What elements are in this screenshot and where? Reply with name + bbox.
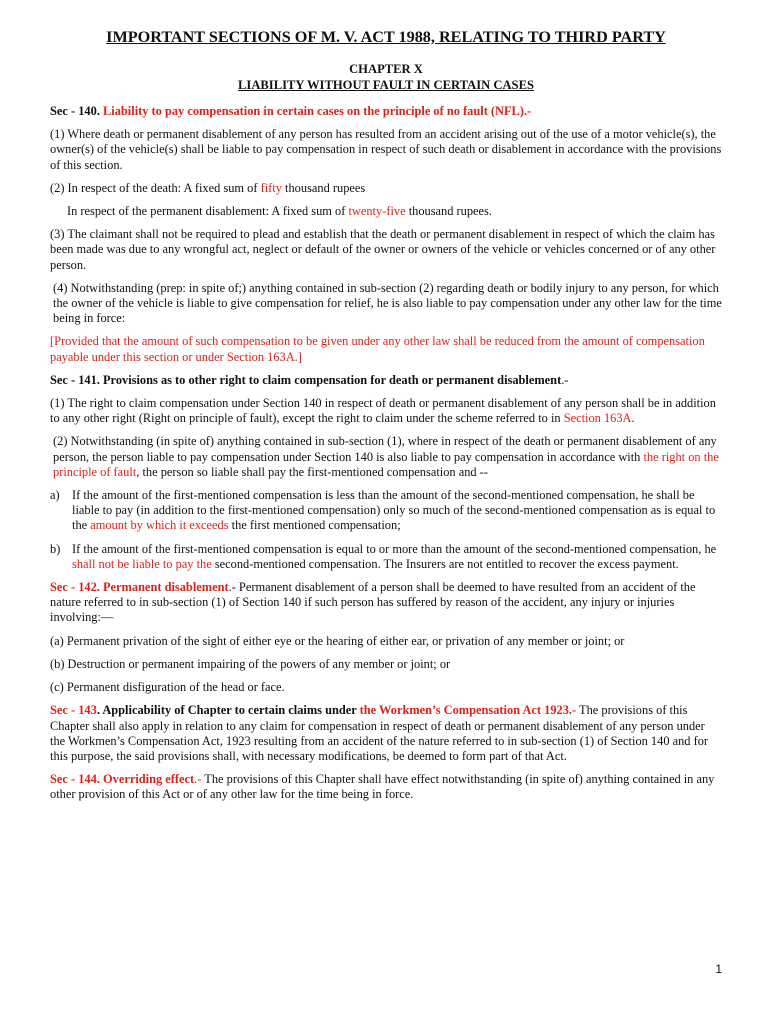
section-140-clause-1: (1) Where death or permanent disablement of any person has resulted from an accident arising out of the use of a motor vehicle(s), the owner(s) of the vehicle(s) shall be liable to pay compensation in respect of such death or disablement in accordance with the provisions of this section. [50, 127, 722, 172]
page-number: 1 [715, 962, 722, 976]
chapter-name: LIABILITY WITHOUT FAULT IN CERTAIN CASES [238, 78, 534, 92]
clause-text: If the amount of the first-mentioned compensation is equal to or more than the amount of the second-mentioned compensation, he [72, 541, 717, 556]
section-140-clause-2-disablement [50, 204, 722, 219]
clause-text: second-mentioned compensation. The Insurers are not entitled to recover the excess payment. [211, 556, 679, 571]
section-140-clause-2-death [50, 181, 722, 196]
section-141-clause-1 [50, 396, 722, 426]
section-141-heading [50, 373, 722, 388]
document-page [50, 28, 722, 811]
section-140-clause-3: (3) The claimant shall not be required to plead and establish that the death or permanent disablement in respect of which the claim has been made was due to any wrongful act, neglect or default of the owner or owners of the vehicle or vehicles concerned or of any other person. [50, 227, 716, 272]
section-142-item-c: (c) Permanent disfiguration of the head or face. [50, 680, 285, 695]
clause-text: thousand rupees [281, 180, 366, 195]
section-143 [50, 703, 722, 764]
item-text [72, 542, 722, 572]
item-marker: b) [50, 541, 61, 556]
item-marker: a) [50, 488, 60, 503]
section-163a-reference: Section 163A [563, 411, 632, 426]
section-143-body: The provisions of this Chapter shall also apply in relation to any claim for compensation in respect of death or permanent disablement of any person under the Workmen’s Compensation Act, 1923 resulting from an accident of the nature referred to in sub-section (1) of Section 140 and for this purpose, the said provisions shall, with necessary modifications, be deemed to form part of that Act. [50, 703, 709, 763]
clause-text: . [631, 411, 635, 426]
clause-text: (2) Notwithstanding (in spite of) anything contained in sub-section (1), where in respect of the death or permanent disablement of any person, the person liable to pay compensation under Section 140 is also liable to pay compensation in accordance with [53, 434, 717, 464]
section-140-title: Liability to pay compensation in certain cases on the principle of no fault (NFL).- [103, 104, 532, 118]
clause-text: (1) The right to claim compensation under Section 140 in respect of death or permanent disablement of any person shall be in addition to any other right (Right on principle of fault), except the right to claim under the scheme referred to in [50, 396, 716, 426]
amount-fifty: fifty [260, 180, 282, 195]
document-title: IMPORTANT SECTIONS OF M. V. ACT 1988, RELATING TO THIRD PARTY [106, 28, 666, 46]
heading-tail: .- [194, 772, 202, 787]
clause-text: the first mentioned compensation; [228, 518, 401, 533]
workmens-act-reference: the Workmen’s Compensation Act 1923.- [359, 703, 577, 718]
section-141-clause-2 [50, 434, 722, 480]
clause-text: (2) In respect of the death: A fixed sum of [50, 180, 261, 195]
section-141-item-b [50, 542, 722, 572]
principle-of-fault-phrase: the right on the principle of fault [53, 449, 719, 479]
section-140-proviso: [Provided that the amount of such compensation to be given under any other law shall be reduced from the amount of compensation payable under this section or under Section 163A.] [50, 334, 705, 364]
item-text [72, 488, 722, 534]
section-142-body: .- Permanent disablement of a person shall be deemed to have resulted from an accident of the nature referred to in sub-section (1) of Section 140 if such person has suffered by reason of the accident, any injury or injuries involving:— [50, 580, 696, 625]
section-140-clause-4: (4) Notwithstanding (prep: in spite of;) anything contained in sub-section (2) regarding death or bodily injury to any person, for which the owner of the vehicle is liable to give compensation for relief, he is also liable to pay compensation under any other law for the time being in force: [53, 280, 722, 326]
section-144-body: The provisions of this Chapter shall have effect notwithstanding (in spite of) anything contained in any other provision of this Act or of any other law for the time being in force. [50, 772, 715, 802]
clause-text: thousand rupees. [405, 204, 492, 219]
not-liable-phrase: shall not be liable to pay the [72, 556, 212, 571]
section-142-title: Sec - 142. Permanent disablement [50, 580, 229, 595]
clause-text: In respect of the permanent disablement: A fixed sum of [67, 204, 349, 219]
section-144 [50, 772, 722, 802]
clause-text: If the amount of the first-mentioned compensation is less than the amount of the second-mentioned compensation, he shall be liable to pay (in addition to the first-mentioned compensation) only so much of the second-mentioned compensation as is equal to the [72, 488, 716, 533]
section-140-heading [50, 104, 722, 119]
chapter-number: CHAPTER X [349, 62, 423, 76]
clause-text: , the person so liable shall pay the first-mentioned compensation and -- [136, 464, 488, 479]
section-141-title: Sec - 141. Provisions as to other right to claim compensation for death or permanent disablement [50, 372, 562, 387]
amount-twenty-five: twenty-five [348, 204, 406, 219]
section-140-number: Sec - 140. [50, 104, 100, 118]
section-142 [50, 580, 722, 626]
exceeds-phrase: amount by which it exceeds [90, 518, 229, 533]
section-143-number: Sec - 143 [50, 703, 97, 718]
heading-tail: .- [561, 372, 569, 387]
section-142-item-a: (a) Permanent privation of the sight of either eye or the hearing of either ear, or privation of any member or joint; or [50, 633, 625, 648]
section-141-item-a [50, 488, 722, 534]
section-144-title: Sec - 144. Overriding effect [50, 772, 195, 787]
section-142-item-b: (b) Destruction or permanent impairing of the powers of any member or joint; or [50, 656, 451, 671]
section-143-title: . Applicability of Chapter to certain claims under [96, 703, 360, 718]
